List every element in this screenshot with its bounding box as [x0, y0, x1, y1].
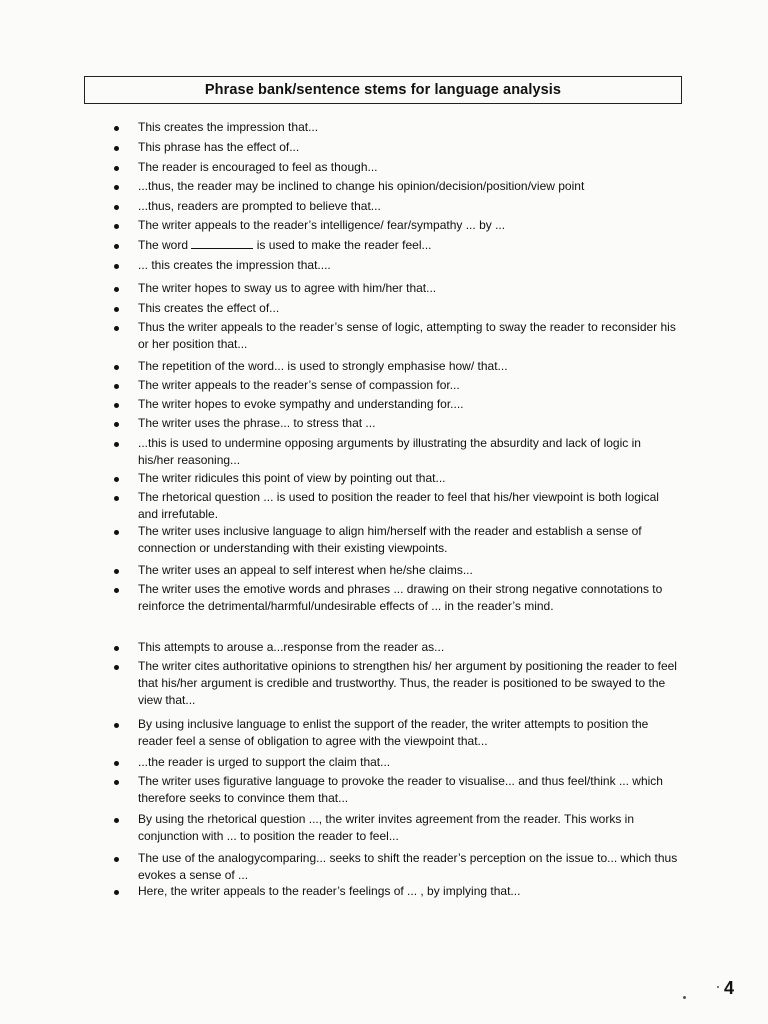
bullet-icon — [114, 665, 119, 670]
list-item: ...the reader is urged to support the claim that... — [138, 754, 678, 771]
list-item: This phrase has the effect of... — [138, 139, 678, 156]
bullet-icon — [114, 422, 119, 427]
bullet-icon — [114, 185, 119, 190]
bullet-icon — [114, 365, 119, 370]
list-item: The writer uses figurative language to provoke the reader to visualise... and thus feel/think ... which therefore seeks to convince them that... — [138, 773, 678, 807]
list-item: This creates the impression that... — [138, 119, 678, 136]
bullet-icon — [114, 244, 119, 249]
bullet-icon — [114, 287, 119, 292]
bullet-icon — [114, 166, 119, 171]
list-item: The writer uses the phrase... to stress that ... — [138, 415, 678, 432]
list-item: The writer hopes to evoke sympathy and understanding for.... — [138, 396, 678, 413]
list-item: ... this creates the impression that.... — [138, 257, 678, 274]
bullet-icon — [114, 264, 119, 269]
list-item: The writer cites authoritative opinions to strengthen his/ her argument by positioning the reader to feel that his/her argument is credible and trustworthy. Thus, the reader is positioned to be swayed to the view that... — [138, 658, 678, 709]
list-item: This creates the effect of... — [138, 300, 678, 317]
list-item: The writer uses an appeal to self interest when he/she claims... — [138, 562, 678, 579]
list-item: The writer appeals to the reader’s intelligence/ fear/sympathy ... by ... — [138, 217, 678, 234]
bullet-icon — [114, 146, 119, 151]
bullet-icon — [114, 477, 119, 482]
list-item: ...thus, the reader may be inclined to change his opinion/decision/position/view point — [138, 178, 678, 195]
speck-mark — [717, 986, 719, 988]
list-item: Here, the writer appeals to the reader’s feelings of ... , by implying that... — [138, 883, 678, 900]
bullet-icon — [114, 646, 119, 651]
bullet-icon — [114, 890, 119, 895]
bullet-icon — [114, 403, 119, 408]
bullet-icon — [114, 780, 119, 785]
list-item: The writer hopes to sway us to agree with him/her that... — [138, 280, 678, 297]
bullet-icon — [114, 530, 119, 535]
list-item: By using inclusive language to enlist the support of the reader, the writer attempts to position the reader feel a sense of obligation to agree with the viewpoint that... — [138, 716, 678, 750]
list-item: The writer ridicules this point of view by pointing out that... — [138, 470, 678, 487]
bullet-icon — [114, 126, 119, 131]
list-item: The writer uses the emotive words and phrases ... drawing on their strong negative connotations to reinforce the detrimental/harmful/undesirable effects of ... in the reader’s mind. — [138, 581, 678, 615]
bullet-icon — [114, 496, 119, 501]
list-item: ...this is used to undermine opposing arguments by illustrating the absurdity and lack of logic in his/her reasoning... — [138, 435, 678, 469]
list-item: The use of the analogycomparing... seeks to shift the reader’s perception on the issue to... which thus evokes a sense of ... — [138, 850, 678, 884]
bullet-icon — [114, 384, 119, 389]
list-item: Thus the writer appeals to the reader’s sense of logic, attempting to sway the reader to reconsider his or her position that... — [138, 319, 678, 353]
bullet-icon — [114, 442, 119, 447]
bullet-icon — [114, 224, 119, 229]
bullet-icon — [114, 588, 119, 593]
page-title: Phrase bank/sentence stems for language analysis — [204, 82, 562, 98]
list-item: The rhetorical question ... is used to position the reader to feel that his/her viewpoint is both logical and irrefutable. — [138, 489, 678, 523]
list-item: ...thus, readers are prompted to believe that... — [138, 198, 678, 215]
bullet-icon — [114, 205, 119, 210]
list-item: The reader is encouraged to feel as though... — [138, 159, 678, 176]
bullet-icon — [114, 326, 119, 331]
page-mark: 4 — [724, 978, 735, 998]
list-item: By using the rhetorical question ..., the writer invites agreement from the reader. This works in conjunction with ... to position the reader to feel... — [138, 811, 678, 845]
list-item-word: The word is used to make the reader feel... — [138, 237, 678, 254]
bullet-icon — [114, 761, 119, 766]
list-item: The writer uses inclusive language to align him/herself with the reader and establish a sense of connection or understanding with their existing viewpoints. — [138, 523, 678, 557]
bullet-icon — [114, 307, 119, 312]
bullet-icon — [114, 857, 119, 862]
bullet-icon — [114, 569, 119, 574]
list-item: This attempts to arouse a...response from the reader as... — [138, 639, 678, 656]
bullet-icon — [114, 723, 119, 728]
list-item: The repetition of the word... is used to strongly emphasise how/ that... — [138, 358, 678, 375]
speck-mark — [683, 996, 686, 999]
list-item: The writer appeals to the reader’s sense of compassion for... — [138, 377, 678, 394]
blank-line — [191, 238, 253, 249]
bullet-icon — [114, 818, 119, 823]
